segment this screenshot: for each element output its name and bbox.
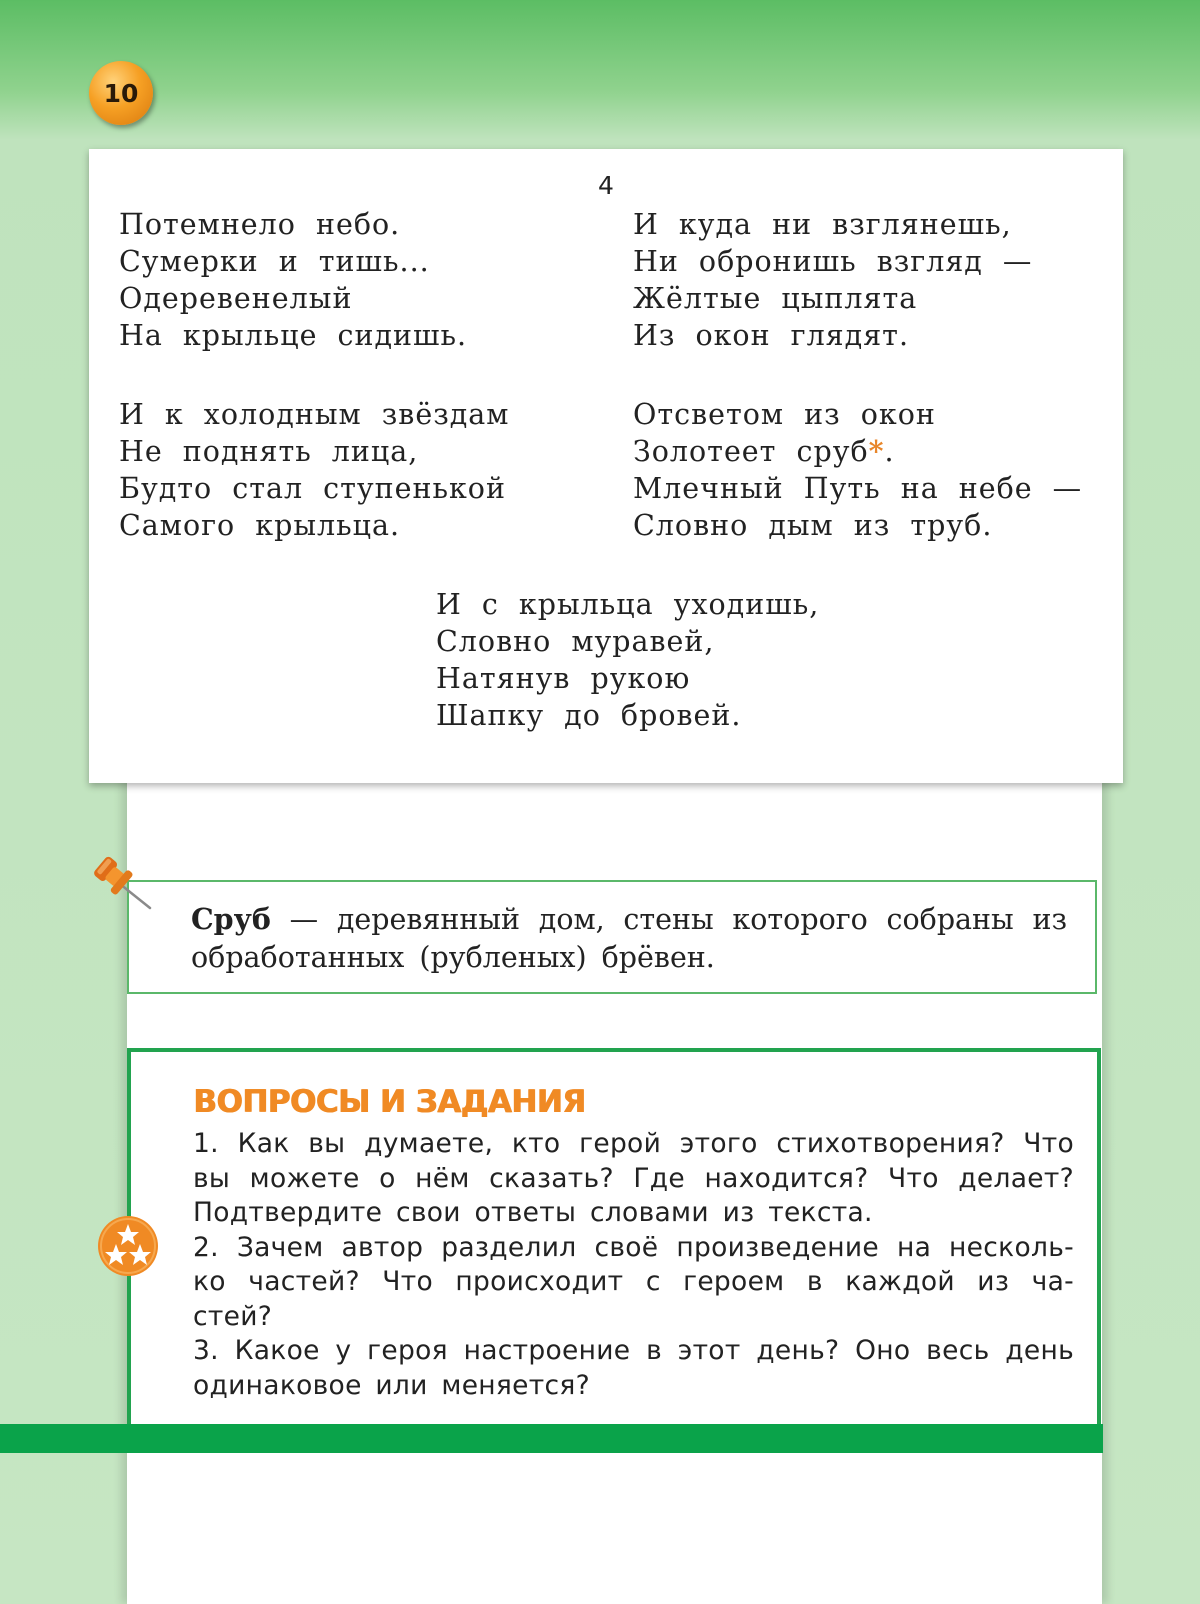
poem-line: Самого крыльца.: [119, 509, 401, 542]
poem-line: Отсветом из окон: [633, 398, 936, 431]
questions-title: ВОПРОСЫ И ЗАДАНИЯ: [193, 1084, 586, 1120]
stanza-4: [633, 396, 1082, 544]
poem-line: Словно дым из труб.: [633, 509, 993, 542]
poem-line: На крыльце сидишь.: [119, 319, 468, 352]
pushpin-icon: [86, 850, 156, 920]
definition-term: Сруб: [191, 902, 271, 936]
poem-line: И к холодным звёздам: [119, 398, 510, 431]
poem-line: Ни обронишь взгляд —: [633, 245, 1033, 278]
bottom-green-stripe: [0, 1424, 1103, 1453]
poem-line: И с крыльца уходишь,: [436, 588, 820, 621]
stanza-2: [633, 206, 1032, 354]
poem-line: Из окон глядят.: [633, 319, 910, 352]
stanza-3: [119, 396, 509, 544]
poem-line: И куда ни взглянешь,: [633, 208, 1012, 241]
question-item: 3. Какое у героя настроение в этот день? Оно весь день одинаковое или меняется?: [193, 1335, 1074, 1401]
poem-line: Одеревенелый: [119, 282, 353, 315]
poem-card: [89, 149, 1123, 783]
poem-line: Натянув рукою: [436, 662, 691, 695]
poem-line: Млечный Путь на небе —: [633, 472, 1083, 505]
page-number: 10: [103, 78, 139, 108]
stars-badge-icon: [97, 1215, 159, 1277]
definition-text: — деревянный дом, стены которого собраны из обработанных (рубленых) брёвен.: [191, 903, 1067, 974]
poem-line-with-footnote: [633, 433, 1082, 470]
footnote-asterisk-icon: *: [868, 434, 885, 468]
poem-line: Сумерки и тишь...: [119, 245, 430, 278]
poem-line: Шапку до бровей.: [436, 699, 742, 732]
stanza-1: [119, 206, 467, 354]
definition-box: [127, 880, 1097, 994]
poem-line: Будто стал ступенькой: [119, 472, 506, 505]
question-item: 2. Зачем автор разделил своё произведение на несколь-ко частей? Что происходит с героем в каждой из ча-стей?: [193, 1231, 1074, 1332]
poem-line: Словно муравей,: [436, 625, 715, 658]
question-item: 1. Как вы думаете, кто герой этого стихотворения? Что вы можете о нём сказать? Где находится? Что делает? Подтвердите свои ответы словами из текста.: [193, 1128, 1074, 1228]
poem-line-text: Золотеет сруб: [633, 435, 869, 468]
poem-line: Жёлтые цыплята: [633, 282, 918, 315]
poem-part-number: 4: [598, 171, 614, 200]
questions-list: [193, 1127, 1074, 1403]
poem-line-period: .: [884, 435, 895, 468]
stanza-5: [436, 586, 819, 734]
questions-box: [127, 1048, 1101, 1428]
poem-line: Не поднять лица,: [119, 435, 419, 468]
page-number-badge: [89, 61, 153, 125]
poem-line: Потемнело небо.: [119, 208, 401, 241]
